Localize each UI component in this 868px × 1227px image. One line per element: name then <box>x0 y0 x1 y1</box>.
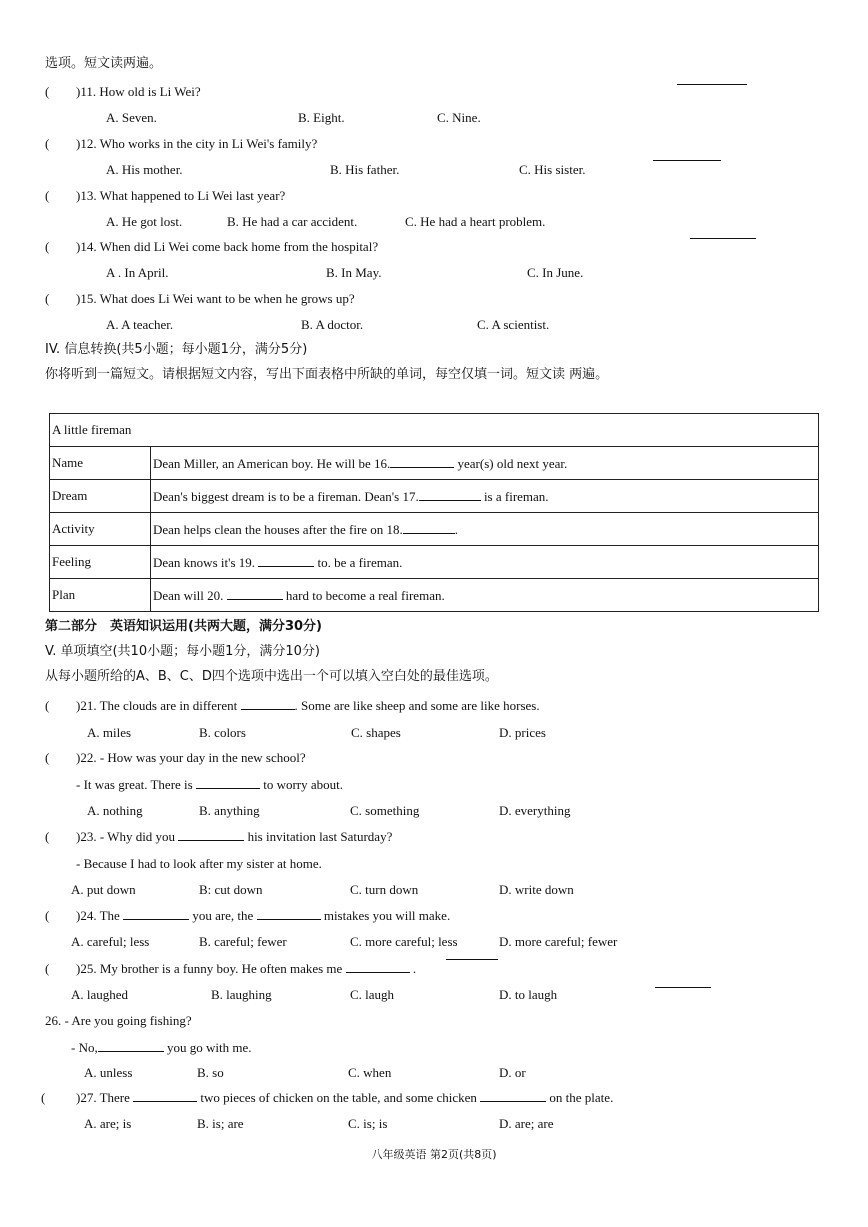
q23-response: - Because I had to look after my sister at home. <box>76 856 322 871</box>
q23-option-d: D. write down <box>499 882 574 897</box>
q15-option-c: C. A scientist. <box>477 317 550 332</box>
q12-option-b: B. His father. <box>330 162 400 177</box>
row-text: Dean Miller, an American boy. He will be 16. <box>153 455 391 471</box>
q21-option-d: D. prices <box>499 725 546 740</box>
table-title-row <box>50 414 819 447</box>
q26-option-a: A. unless <box>84 1065 133 1080</box>
stem-text: to worry about. <box>259 777 344 792</box>
row-content <box>151 546 819 579</box>
row-key: Dream <box>50 480 151 513</box>
info-table <box>49 413 819 612</box>
q12-stem: )12. Who works in the city in Li Wei's family? <box>76 136 318 151</box>
answer-paren: ( <box>45 908 50 923</box>
answer-paren: ( <box>45 84 50 99</box>
stem-text: mistakes you will make. <box>320 908 451 923</box>
table-row <box>50 546 819 579</box>
blank-24b[interactable] <box>257 907 321 920</box>
q13-option-a: A. He got lost. <box>106 214 183 229</box>
row-content <box>151 447 819 480</box>
row-text: year(s) old next year. <box>454 455 568 471</box>
answer-paren: ( <box>45 961 50 976</box>
row-key: Name <box>50 447 151 480</box>
q14-option-b: B. In May. <box>326 265 382 280</box>
row-text: Dean knows it's 19. <box>153 554 259 570</box>
q25-option-d: D. to laugh <box>499 987 558 1002</box>
q23-option-b: B: cut down <box>199 882 263 897</box>
stem-text: )24. The <box>76 908 124 923</box>
blank-20[interactable] <box>227 587 283 600</box>
table-row <box>50 513 819 546</box>
stem-text: . <box>409 961 417 976</box>
table-row <box>50 447 819 480</box>
q14-option-c: C. In June. <box>527 265 584 280</box>
stem-text: on the plate. <box>546 1090 614 1105</box>
stem-text: )27. There <box>76 1090 134 1105</box>
row-key: Activity <box>50 513 151 546</box>
q26-stem: 26. - Are you going fishing? <box>45 1013 192 1028</box>
section-5-title: V. 单项填空(共10小题；每小题1分，满分10分) <box>45 644 320 659</box>
q26-option-c: C. when <box>348 1065 392 1080</box>
answer-paren: ( <box>45 239 50 254</box>
answer-line <box>446 959 498 960</box>
stem-text: his invitation last Saturday? <box>244 829 393 844</box>
blank-24a[interactable] <box>123 907 189 920</box>
stem-text: - It was great. There is <box>76 777 196 792</box>
q24-stem <box>76 907 450 925</box>
blank-18[interactable] <box>403 521 455 534</box>
stem-text: two pieces of chicken on the table, and some chicken <box>197 1090 481 1105</box>
answer-paren: ( <box>45 188 50 203</box>
q25-option-b: B. laughing <box>211 987 272 1002</box>
answer-paren: ( <box>45 291 50 306</box>
q26-option-d: D. or <box>499 1065 526 1080</box>
stem-text: you go with me. <box>163 1040 252 1055</box>
q12-option-c: C. His sister. <box>519 162 586 177</box>
blank-25[interactable] <box>346 960 410 973</box>
q25-option-a: A. laughed <box>71 987 129 1002</box>
q24-option-b: B. careful; fewer <box>199 934 287 949</box>
answer-paren: ( <box>45 829 50 844</box>
stem-text: - No, <box>71 1040 98 1055</box>
q11-option-a: A. Seven. <box>106 110 157 125</box>
blank-22[interactable] <box>196 776 260 789</box>
q11-option-b: B. Eight. <box>298 110 345 125</box>
q15-stem: )15. What does Li Wei want to be when he grows up? <box>76 291 355 306</box>
blank-17[interactable] <box>419 488 481 501</box>
answer-line <box>690 238 756 239</box>
blank-27a[interactable] <box>133 1089 197 1102</box>
table-row <box>50 579 819 612</box>
part-2-title: 第二部分 英语知识运用(共两大题，满分30分) <box>45 619 322 634</box>
q22-option-d: D. everything <box>499 803 571 818</box>
q13-stem: )13. What happened to Li Wei last year? <box>76 188 286 203</box>
row-text: Dean will 20. <box>153 587 227 603</box>
q27-option-a: A. are; is <box>84 1116 132 1131</box>
table-row <box>50 480 819 513</box>
q22-option-b: B. anything <box>199 803 260 818</box>
stem-text: )21. The clouds are in different <box>76 698 241 713</box>
q24-option-a: A. careful; less <box>71 934 150 949</box>
blank-16[interactable] <box>390 455 454 468</box>
q22-option-c: C. something <box>350 803 420 818</box>
answer-line <box>653 160 721 161</box>
q15-option-a: A. A teacher. <box>106 317 174 332</box>
intro-tail: 选项。短文读两遍。 <box>45 56 163 71</box>
q23-option-a: A. put down <box>71 882 136 897</box>
q24-option-c: C. more careful; less <box>350 934 458 949</box>
answer-paren: ( <box>45 750 50 765</box>
blank-19[interactable] <box>258 554 314 567</box>
q27-option-c: C. is; is <box>348 1116 388 1131</box>
section-5-instruction: 从每小题所给的A、B、C、D四个选项中选出一个可以填入空白处的最佳选项。 <box>45 669 498 684</box>
stem-text: )25. My brother is a funny boy. He often makes me <box>76 961 346 976</box>
q21-option-b: B. colors <box>199 725 246 740</box>
answer-line <box>655 987 711 988</box>
q13-option-c: C. He had a heart problem. <box>405 214 546 229</box>
answer-paren: ( <box>41 1090 46 1105</box>
stem-text: you are, the <box>189 908 257 923</box>
q22-stem: )22. - How was your day in the new school? <box>76 750 306 765</box>
q14-stem: )14. When did Li Wei come back home from the hospital? <box>76 239 379 254</box>
stem-text: . Some are like sheep and some are like horses. <box>294 698 540 713</box>
q26-option-b: B. so <box>197 1065 224 1080</box>
row-text: hard to become a real fireman. <box>282 587 445 603</box>
row-text: Dean's biggest dream is to be a fireman. Dean's 17. <box>153 488 419 504</box>
q25-option-c: C. laugh <box>350 987 395 1002</box>
row-text: Dean helps clean the houses after the fire on 18. <box>153 521 403 537</box>
q27-option-b: B. is; are <box>197 1116 244 1131</box>
q25-stem <box>76 960 416 978</box>
section-4-title: IV. 信息转换(共5小题；每小题1分，满分5分) <box>45 342 308 357</box>
q22-response <box>76 776 343 794</box>
q21-stem <box>76 697 540 715</box>
q11-stem: )11. How old is Li Wei? <box>76 84 201 99</box>
q21-option-c: C. shapes <box>351 725 401 740</box>
q26-response <box>71 1039 251 1057</box>
answer-line <box>677 84 747 85</box>
page-footer: 八年级英语 第2页(共8页) <box>371 1148 497 1161</box>
q11-option-c: C. Nine. <box>437 110 481 125</box>
answer-paren: ( <box>45 698 50 713</box>
row-content <box>151 579 819 612</box>
blank-21[interactable] <box>241 697 295 710</box>
table-title: A little fireman <box>50 414 819 447</box>
q22-option-a: A. nothing <box>87 803 143 818</box>
q23-stem <box>76 828 392 846</box>
row-key: Feeling <box>50 546 151 579</box>
blank-26[interactable] <box>98 1039 164 1052</box>
row-key: Plan <box>50 579 151 612</box>
q24-option-d: D. more careful; fewer <box>499 934 618 949</box>
blank-23[interactable] <box>178 828 244 841</box>
answer-paren: ( <box>45 136 50 151</box>
row-text: to. be a fireman. <box>314 554 403 570</box>
row-content <box>151 480 819 513</box>
row-content <box>151 513 819 546</box>
q15-option-b: B. A doctor. <box>301 317 364 332</box>
q27-option-d: D. are; are <box>499 1116 554 1131</box>
q21-option-a: A. miles <box>87 725 132 740</box>
q27-stem <box>76 1089 613 1107</box>
section-4-instruction: 你将听到一篇短文。请根据短文内容，写出下面表格中所缺的单词，每空仅填一词。短文读 两遍。 <box>45 367 609 382</box>
q12-option-a: A. His mother. <box>106 162 183 177</box>
blank-27b[interactable] <box>480 1089 546 1102</box>
q14-option-a: A . In April. <box>106 265 169 280</box>
row-text: . <box>454 521 459 537</box>
q13-option-b: B. He had a car accident. <box>227 214 358 229</box>
stem-text: )23. - Why did you <box>76 829 179 844</box>
q23-option-c: C. turn down <box>350 882 419 897</box>
row-text: is a fireman. <box>480 488 549 504</box>
